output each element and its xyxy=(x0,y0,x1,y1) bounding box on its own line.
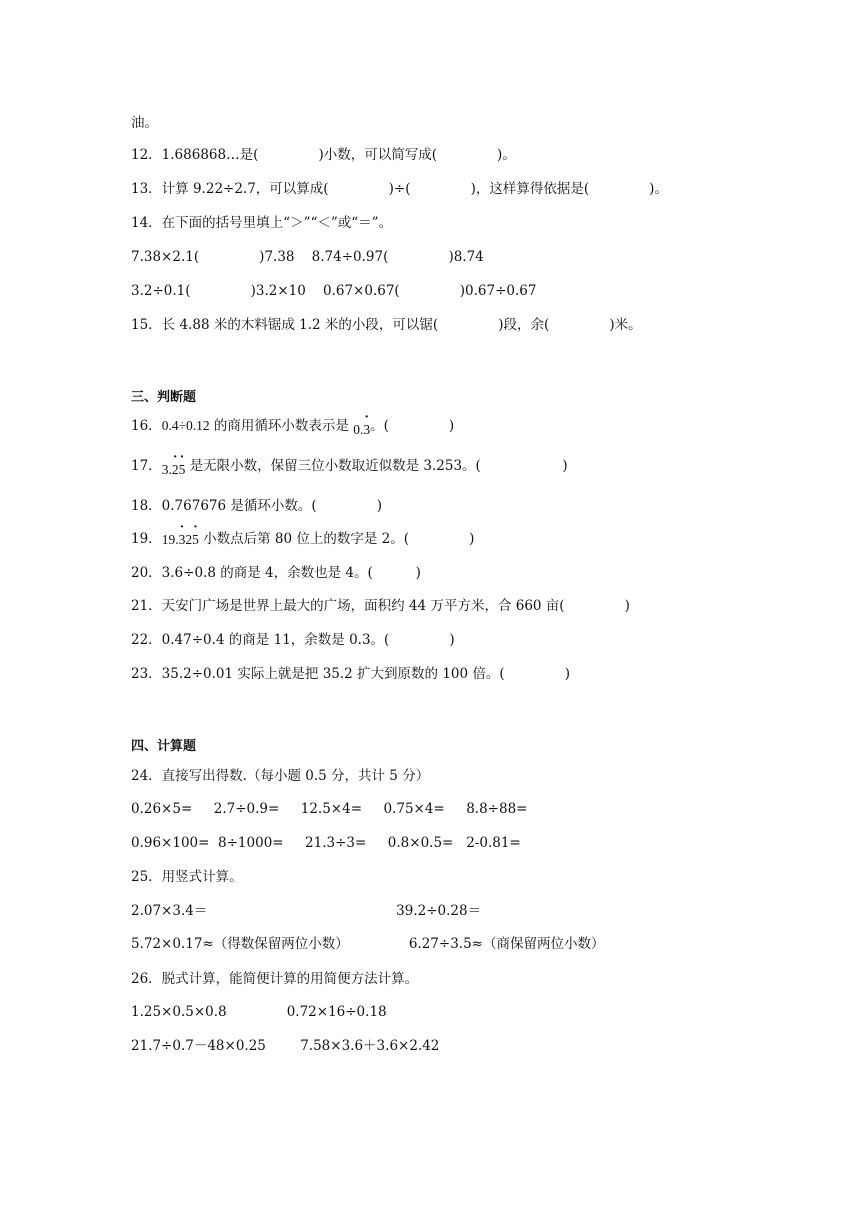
question-25-row-2: 5.72×0.17≈（得数保留两位小数） 6.27÷3.5≈（商保留两位小数） xyxy=(131,936,605,952)
question-26-row-1: 1.25×0.5×0.8 0.72×16÷0.18 xyxy=(131,1004,387,1020)
question-20: 20．3.6÷0.8 的商是 4，余数也是 4。( ) xyxy=(131,565,421,581)
question-25: 25．用竖式计算。 xyxy=(131,869,243,885)
question-18: 18．0.767676 是循环小数。( ) xyxy=(131,498,382,514)
question-26: 26．脱式计算，能简便计算的用简便方法计算。 xyxy=(131,971,419,987)
question-14-row-2: 3.2÷0.1( )3.2×10 0.67×0.67( )0.67÷0.67 xyxy=(131,283,537,299)
question-24: 24．直接写出得数.（每小题 0.5 分，共计 5 分） xyxy=(131,768,430,784)
question-24-row-1: 0.26×5= 2.7÷0.9= 12.5×4= 0.75×4= 8.8÷88= xyxy=(131,801,528,817)
question-22: 22．0.47÷0.4 的商是 11，余数是 0.3。( ) xyxy=(131,632,455,648)
question-14-row-1: 7.38×2.1( )7.38 8.74÷0.97( )8.74 xyxy=(131,249,484,265)
question-21: 21．天安门广场是世界上最大的广场，面积约 44 万平方米，合 660 亩( ) xyxy=(131,598,630,614)
question-16: 16．0.4÷0.12 的商用循环小数表示是 0.· 3。( ) xyxy=(131,417,454,435)
question-24-row-2: 0.96×100= 8÷1000= 21.3÷3= 0.8×0.5= 2-0.81= xyxy=(131,835,521,851)
question-17: 17．3.· 2· 5 是无限小数，保留三位小数取近似数是 3.253。( ) xyxy=(131,457,568,475)
question-19: 19．19.· 32· 5 小数点后第 80 位上的数字是 2。( ) xyxy=(131,530,474,548)
question-26-row-2: 21.7÷0.7－48×0.25 7.58×3.6＋3.6×2.42 xyxy=(131,1038,440,1054)
question-25-row-1: 2.07×3.4＝ 39.2÷0.28＝ xyxy=(131,903,482,919)
question-13: 13．计算 9.22÷2.7，可以算成( )÷( )，这样算得依据是( )。 xyxy=(131,181,668,197)
section-heading-judgement: 三、判断题 xyxy=(131,390,197,405)
question-14: 14．在下面的括号里填上“＞”“＜”或“＝”。 xyxy=(131,215,393,231)
question-23: 23．35.2÷0.01 实际上就是把 35.2 扩大到原数的 100 倍。( ) xyxy=(131,666,571,682)
text-line: 油。 xyxy=(131,115,158,131)
section-heading-calculation: 四、计算题 xyxy=(131,739,197,754)
question-15: 15．长 4.88 米的木料锯成 1.2 米的小段，可以锯( )段，余( )米。 xyxy=(131,317,642,333)
question-12: 12．1.686868…是( )小数，可以简写成( )。 xyxy=(131,147,516,163)
